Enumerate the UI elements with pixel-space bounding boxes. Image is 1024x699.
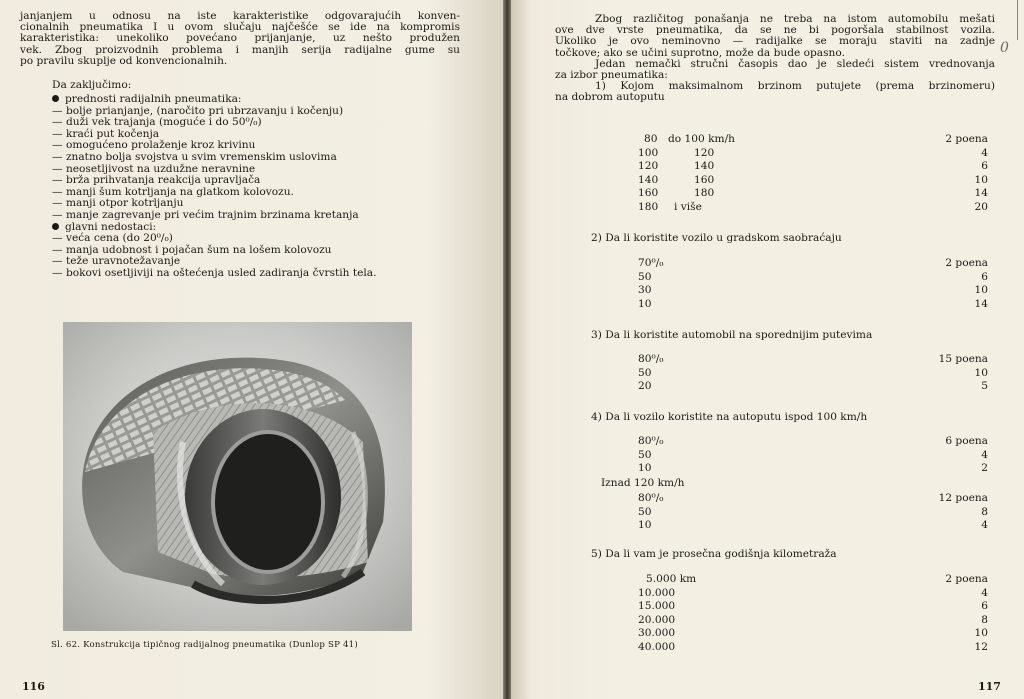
- q5-table: [638, 573, 998, 654]
- advantages-title: prednosti radijalnih pneumatika:: [52, 94, 376, 106]
- list-item: — brža prihvatanja reakcija upravljača: [52, 174, 261, 187]
- table-row: 80 do 100 km/h 2 poena: [644, 133, 988, 145]
- list-item: — manji otpor kotrljanju: [52, 197, 184, 210]
- list-item: — omogućeno prolaženje kroz krivinu: [52, 139, 256, 152]
- table-row: 80⁰/₀ 12 poena: [638, 492, 988, 504]
- list-item: — kraći put kočenja: [52, 127, 160, 140]
- table-row: 20 5: [638, 380, 988, 392]
- margin-pencil-note: 0: [1000, 40, 1009, 56]
- intro-line: po pravilu skuplje od konvencionalnih.: [20, 54, 228, 67]
- list-item: — duži vek trajanja (moguće i do 50⁰/₀): [52, 116, 262, 129]
- page-number: 116: [22, 680, 45, 693]
- left-intro-paragraph: [20, 11, 460, 67]
- table-row: 10 2: [638, 462, 988, 474]
- list-item: — neosetljivost na uzdužne neravnine: [52, 162, 256, 175]
- advantages-list: [52, 94, 376, 280]
- table-row: 50 6: [638, 270, 988, 283]
- page-number: 117: [978, 680, 1001, 693]
- table-row: 50 10: [638, 366, 988, 379]
- list-item: — bolje prianjanje, (naročito pri ubrzavanju i kočenju): [52, 104, 344, 117]
- table-row: 180 i više 20: [638, 200, 988, 213]
- bullet-icon: [52, 95, 59, 102]
- table-row: 120 140 6: [638, 160, 988, 172]
- question-4-subheading: Iznad 120 km/h: [601, 477, 685, 489]
- list-item: — veća cena (do 20⁰/₀): [52, 232, 173, 245]
- q2-table: [638, 257, 998, 311]
- table-row: 10.000 4: [638, 586, 988, 599]
- left-page: [0, 0, 503, 699]
- intro-line: vek. Zbog proizvodnih problema i manjih serija radijalne gume su: [20, 43, 460, 56]
- list-item: — manji šum kotrljanja na glatkom kolovozu.: [52, 185, 294, 198]
- radial-tire-photo: [63, 322, 412, 631]
- intro-line: janjanjem u odnosu na iste karakteristike odgovarajućih konven-: [20, 10, 460, 22]
- question-1: 1) Kojom maksimalnom brzinom putujete (prema brzinomeru): [595, 80, 995, 93]
- table-row: 10 14: [638, 297, 988, 310]
- margin-pencil-line: [1017, 0, 1018, 40]
- table-row: 100 120 4: [638, 146, 988, 159]
- table-row: 140 160 10: [638, 173, 988, 186]
- intro-line: Ukoliko je ovo neminovno — radijalke se moraju staviti na zadnje: [555, 35, 995, 48]
- list-item: — znatno bolja svojstva u svim vremenskim uslovima: [52, 150, 337, 163]
- table-row: 5.000 km 2 poena: [646, 573, 988, 585]
- table-row: 80⁰/₀ 6 poena: [638, 435, 988, 447]
- figure-caption: Sl. 62. Konstrukcija tipičnog radijalnog pneumatika (Dunlop SP 41): [51, 640, 358, 650]
- tire-illustration: [63, 322, 412, 631]
- intro-line: Jedan nemački stručni časopis dao je sledeći sistem vrednovanja: [595, 57, 995, 70]
- question-2: 2) Da li koristite vozilo u gradskom saobraćaju: [591, 232, 842, 244]
- intro-line: ove dve vrste pneumatika, da se ne bi pogoršala stabilnost vozila.: [555, 24, 995, 37]
- question-3: 3) Da li koristite automobil na sporednijim putevima: [591, 329, 873, 341]
- table-row: 30 10: [638, 284, 988, 296]
- table-row: 15.000 6: [638, 600, 988, 612]
- book-gutter: [503, 0, 511, 699]
- bullet-icon: [52, 223, 59, 230]
- list-item: — manja udobnost i pojačan šum na lošem kolovozu: [52, 243, 332, 256]
- q4-table: [638, 435, 998, 476]
- right-page: [511, 0, 1024, 699]
- question-4: 4) Da li vozilo koristite na autoputu ispod 100 km/h: [591, 411, 868, 423]
- table-row: 30.000 10: [638, 627, 988, 639]
- list-item: — teže uravnotežavanje: [52, 255, 181, 268]
- intro-line: točkove; ako se učini suprotno, može da bude opasno.: [555, 46, 845, 59]
- list-item: — bokovi osetljiviji na oštećenja usled zadiranja čvrstih tela.: [52, 266, 377, 279]
- q3-table: [638, 353, 998, 394]
- table-row: 20.000 8: [638, 613, 988, 626]
- table-row: 50 8: [638, 505, 988, 518]
- q1-table: [638, 133, 998, 214]
- q4b-table: [638, 492, 998, 533]
- intro-line: cionalnih pneumatika I u ovom slučaju najčešće se ide na kompromis: [20, 21, 460, 34]
- disadvantages-title: glavni nedostaci:: [52, 222, 376, 234]
- table-row: 160 180 14: [638, 187, 988, 199]
- intro-line: Zbog različitog ponašanja ne treba na istom automobilu mešati: [595, 13, 995, 25]
- question-5: 5) Da li vam je prosečna godišnja kilometraža: [591, 548, 837, 560]
- right-intro-paragraph: [555, 14, 995, 104]
- table-row: 50 4: [638, 448, 988, 461]
- question-1-continued: na dobrom autoputu: [555, 91, 665, 104]
- table-row: 40.000 12: [638, 640, 988, 653]
- intro-line: karakteristika: unekoliko povećano prijanjanje, uz nešto produžen: [20, 32, 460, 45]
- table-row: 70⁰/₀ 2 poena: [638, 257, 988, 269]
- list-item: — manje zagrevanje pri većim trajnim brzinama kretanja: [52, 208, 359, 221]
- conclusion-heading: Da zaključimo:: [52, 79, 132, 91]
- table-row: 10 4: [638, 519, 988, 531]
- intro-line: za izbor pneumatika:: [555, 69, 668, 82]
- table-row: 80⁰/₀ 15 poena: [638, 353, 988, 365]
